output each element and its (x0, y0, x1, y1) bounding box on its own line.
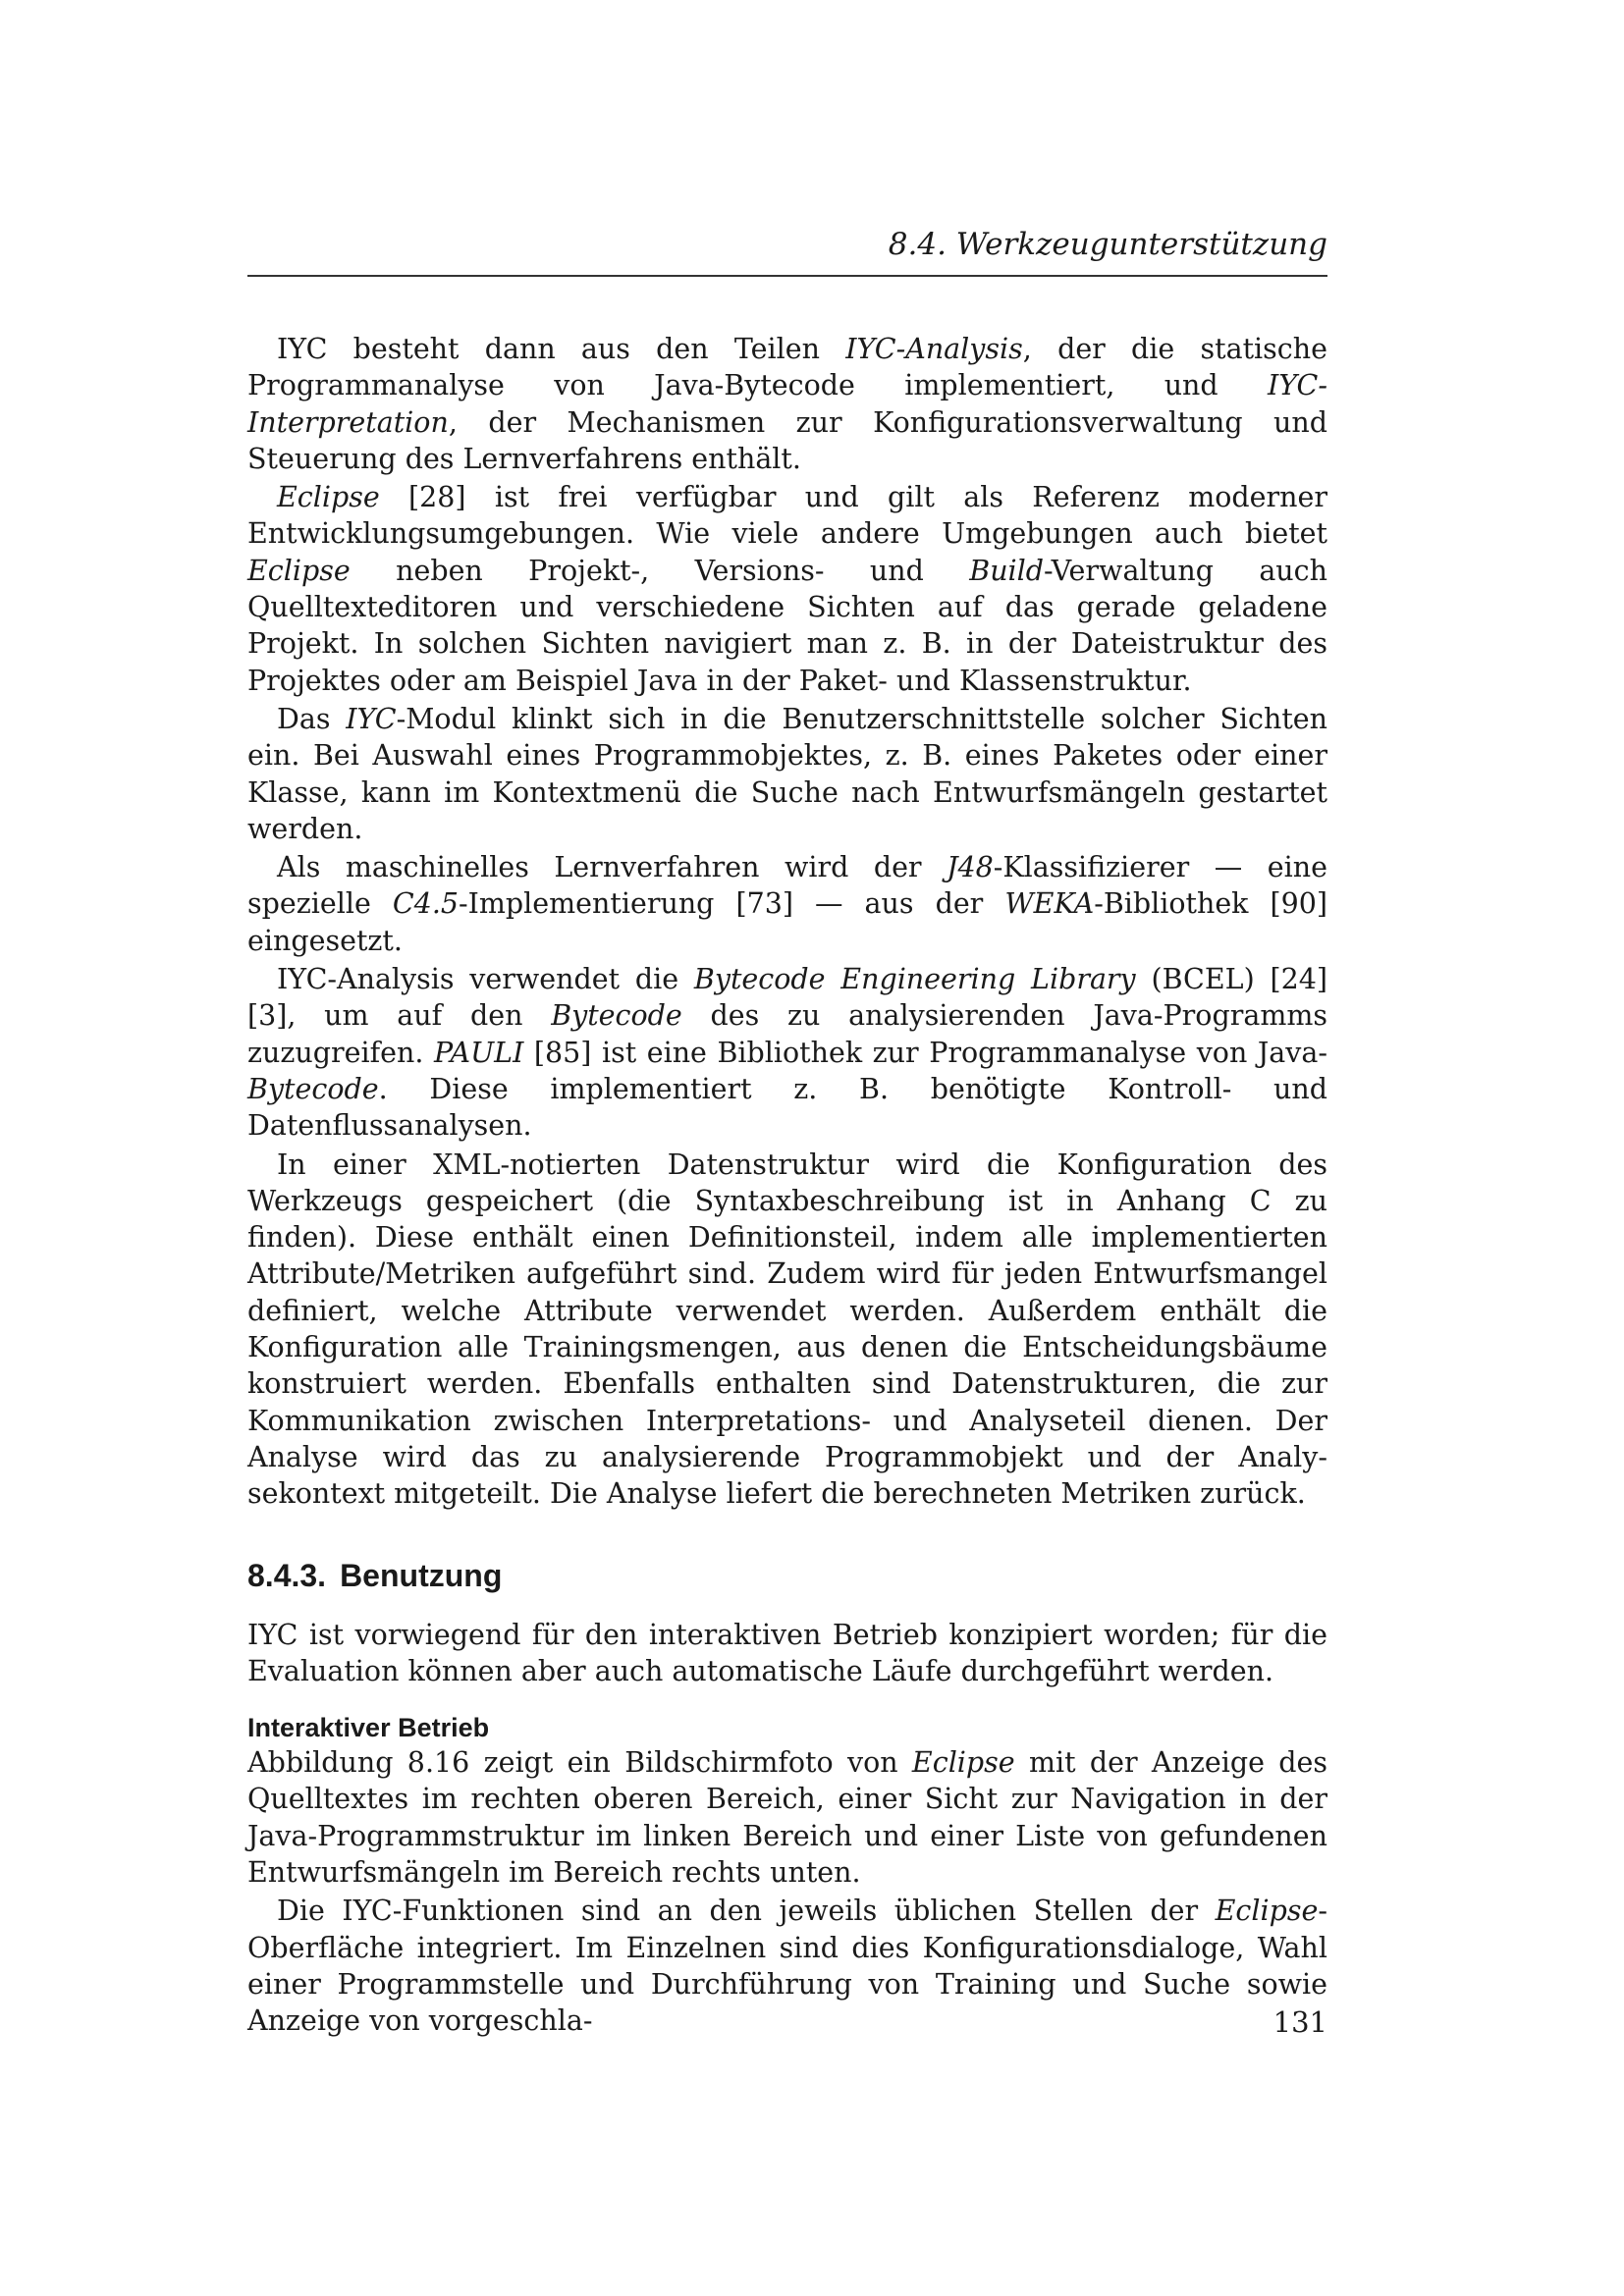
main-text (247, 331, 1327, 2041)
text-run: Die IYC-Funktionen sind an den jeweils üblichen Stellen der (277, 1895, 1216, 1928)
paragraph-eclipse (247, 479, 1327, 699)
text-run: mit der Anzeige des Quelltextes im rechten oberen Bereich, einer Sicht zur Navigation in der Java-Programmstruktur im linken Bereich und einer Liste von gefundenen Entwurfsmängeln im Bereich rechts unten. (247, 1746, 1328, 1889)
text-run: IYC besteht dann aus den Teilen (277, 333, 846, 365)
emphasis: IYC (346, 702, 397, 735)
text-run: Das (277, 702, 347, 735)
text-run: neben Projekt-, Versions- und (350, 554, 970, 587)
paragraph-bcel (247, 961, 1327, 1144)
emphasis: Eclipse (247, 554, 351, 587)
paragraph-iyc-functions (247, 1893, 1327, 2039)
text-run: [85] ist eine Bibliothek zur Programmanalyse von Java- (523, 1036, 1327, 1069)
text-run: Als maschinelles Lernverfahren wird der (277, 851, 947, 884)
paragraph-iyc-parts (247, 331, 1327, 477)
text-run: [28] ist frei verfügbar und gilt als Referenz moderner Entwicklungsumgebungen. Wie viele andere Umgebungen auch bietet (247, 481, 1327, 551)
text-run: des zu analysierenden Java-Programms zuzugreifen. (247, 999, 1327, 1069)
emphasis: Eclipse (277, 481, 380, 514)
emphasis: WEKA (1004, 887, 1095, 921)
text-run: -Bibliothek [90] eingesetzt. (247, 887, 1328, 957)
text-run: , der Mechanismen zur Konfigurationsverwaltung und Steuerung des Lernverfahrens enthält. (247, 405, 1327, 475)
subsection-heading: Interaktiver Betrieb (247, 1713, 490, 1743)
emphasis: Bytecode (247, 1072, 379, 1105)
text-run: IYC-Analysis verwendet die (277, 963, 694, 996)
section-number: 8.4.3. (247, 1557, 327, 1593)
text-run: -Implementierung [73] — aus der (459, 887, 1005, 921)
emphasis: Build (969, 554, 1045, 587)
emphasis: Bytecode Engineering Library (693, 963, 1136, 996)
emphasis: Eclipse (911, 1746, 1015, 1780)
paragraph-screenshot (247, 1744, 1327, 1891)
text-run: , der die statische Programmanalyse von Java-Bytecode implementiert, und (247, 333, 1327, 402)
paragraph-xml-config: In einer XML-notierten Datenstruktur wird die Konfiguration des Werkzeugs gespeichert (die Syntaxbeschreibung ist in Anhang C zu finden). Diese enthält einen Definitionsteil, indem alle implementierten Attribute/Metriken aufgeführt sind. Zudem wird für jeden Entwurfsmangel definiert, welche Attribute verwendet werden. Außerdem enthält die Konfiguration alle Trainingsmengen, aus denen die Entscheidungsbäume konstruiert werden. Ebenfalls enthalten sind Datenstrukturen, die zur Kommunikation zwischen Interpretations- und Analyseteil dienen. Der Analyse wird das zu analysierende Programmobjekt und der Analysekontext mitgeteilt. Die Analyse liefert die berechneten Metriken zurück. (247, 1148, 1327, 1511)
emphasis: Bytecode (551, 999, 682, 1033)
text-run: . Diese implementiert z. B. benötigte Kontroll- und Datenflussanalysen. (247, 1072, 1327, 1143)
text-run: -Klassifizierer — eine spezielle (247, 851, 1327, 921)
section-heading (247, 1556, 1327, 1595)
text-run: -Modul klinkt sich in die Benutzerschnittstelle solcher Sichten ein. Bei Auswahl eines Programmobjektes, z. B. eines Paketes oder einer Klasse, kann im Kontextmenü die Suche nach Entwurfsmängeln gestartet werden. (247, 702, 1327, 845)
paragraph-iyc-module (247, 701, 1327, 847)
text-run: (BCEL) [24] [3], um auf den (247, 963, 1327, 1033)
emphasis: Eclipse (1215, 1895, 1319, 1928)
paragraph-learning (247, 849, 1327, 959)
emphasis: C4.5 (392, 887, 460, 921)
text-run: -Verwaltung auch Quelltexteditoren und verschiedene Sichten auf das gerade geladene Projekt. In solchen Sichten navigiert man z. B. in der Dateistruktur des Projektes oder am Beispiel Java in der Paket- und Klassenstruktur. (247, 554, 1327, 697)
emphasis: PAULI (433, 1036, 524, 1069)
emphasis: IYC-Interpretation (247, 369, 1327, 439)
text-run: -Oberfläche integriert. Im Einzelnen sind dies Konfigurationsdialoge, Wahl einer Programmstelle und Durchführung von Training und Suche sowie Anzeige von vorgeschla- (247, 1895, 1327, 2038)
page-number: 131 (1272, 2005, 1327, 2039)
book-page (247, 0, 1327, 2296)
emphasis: J48 (947, 851, 994, 884)
paragraph-usage-intro: IYC ist vorwiegend für den interaktiven Betrieb konzipiert worden; für die Evaluation können aber auch automatische Läufe durchgeführt werden. (247, 1618, 1327, 1687)
section-title: Benutzung (340, 1557, 503, 1593)
emphasis: IYC-Analysis (845, 333, 1023, 365)
running-header: 8.4. Werkzeugunterstützung (888, 227, 1327, 262)
text-run: Abbildung 8.16 zeigt ein Bildschirmfoto von (247, 1746, 912, 1780)
header-rule (247, 275, 1327, 277)
